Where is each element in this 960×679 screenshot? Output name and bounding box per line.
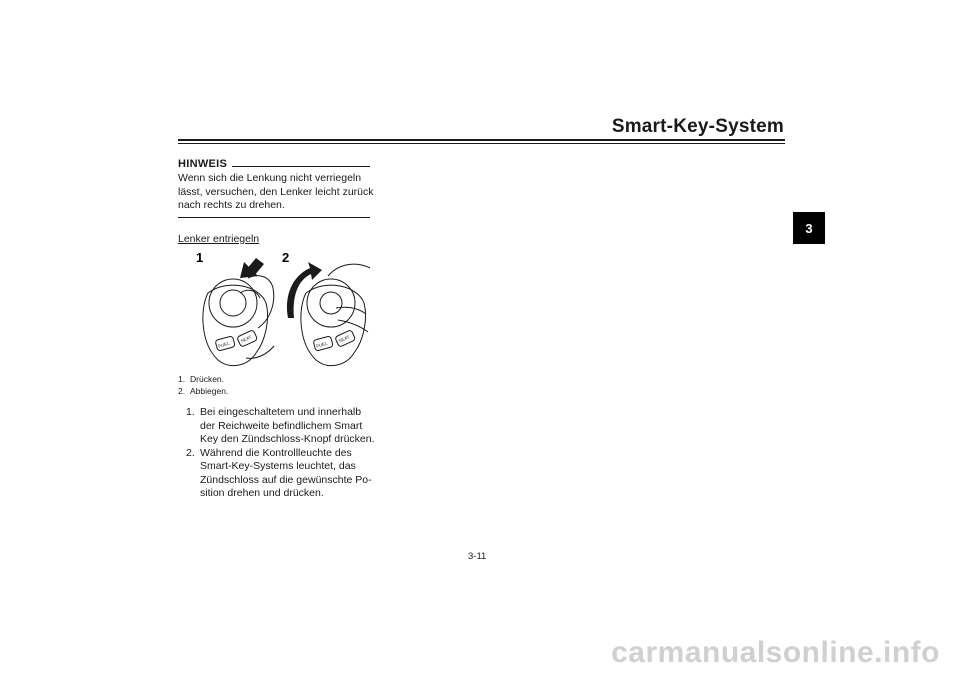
step-number: 2.: [186, 446, 195, 459]
figure-label-2: 2: [282, 250, 290, 265]
figure-legend: [178, 373, 228, 397]
page-number: 3-11: [468, 551, 487, 562]
step-line: Smart-Key-Systems leuchtet, das: [200, 460, 356, 472]
legend-item: [178, 373, 228, 385]
step-line: sition drehen und drücken.: [200, 487, 324, 499]
legend-number: 2.: [178, 386, 186, 396]
step-text: [200, 406, 382, 447]
press-arrow: [240, 258, 264, 278]
ignition-knob: [220, 290, 246, 316]
note-heading-rule: [232, 166, 370, 167]
step-number: 1.: [186, 406, 195, 418]
title-rule-thin: [178, 143, 785, 144]
seat-button-label: SEAT: [239, 334, 253, 344]
turn-arrow: [287, 262, 322, 318]
chapter-tab: [793, 212, 825, 244]
ignition-ring-2: [307, 279, 355, 327]
figure-label-1: 1: [196, 250, 204, 265]
step-line: Key den Zündschloss-Knopf drücken.: [200, 433, 375, 445]
note-end-rule: [178, 217, 370, 218]
panel-turn: [301, 264, 370, 365]
step-item: [186, 406, 382, 447]
title-rule: [178, 139, 785, 141]
step-line: Bei eingeschaltetem und innerhalb: [200, 406, 362, 418]
step-line: Während die Kontrollleuchte des: [200, 446, 352, 459]
chapter-tab-label: 3: [805, 220, 813, 236]
step-line: Zündschloss auf die gewünschte Po-: [200, 473, 372, 486]
panel-press: [203, 276, 274, 366]
page-title: Smart-Key-System: [611, 116, 784, 137]
legend-text: Drücken.: [190, 374, 225, 384]
step-line: der Reichweite befindlichem Smart: [200, 419, 363, 432]
seat-button-label-2: SEAT: [337, 334, 351, 344]
ignition-knob-2: [320, 292, 342, 314]
ignition-illustration: [178, 248, 378, 370]
step-list: [186, 406, 382, 501]
hand-outline: [248, 276, 274, 328]
step-text: [200, 447, 382, 501]
section-heading: Lenker entriegeln: [178, 233, 260, 245]
ignition-figure: [178, 248, 378, 375]
watermark-link[interactable]: carmanualsonline.info: [611, 636, 940, 669]
ignition-ring: [209, 279, 257, 327]
legend-text: Abbiegen.: [190, 386, 229, 396]
legend-item: [178, 385, 228, 397]
note-body: [178, 172, 374, 213]
note-line: Wenn sich die Lenkung nicht verriegeln: [178, 172, 362, 184]
step-item: [186, 447, 382, 501]
note-heading: HINWEIS: [178, 158, 228, 170]
fuel-button-label: FUEL: [217, 340, 231, 349]
hand-outline-2: [328, 264, 370, 276]
note-line: lässt, versuchen, den Lenker leicht zurück: [178, 185, 374, 198]
legend-number: 1.: [178, 374, 186, 384]
switch-housing: [203, 285, 268, 366]
fuel-button-label-2: FUEL: [315, 340, 329, 349]
note-line: nach rechts zu drehen.: [178, 199, 285, 211]
